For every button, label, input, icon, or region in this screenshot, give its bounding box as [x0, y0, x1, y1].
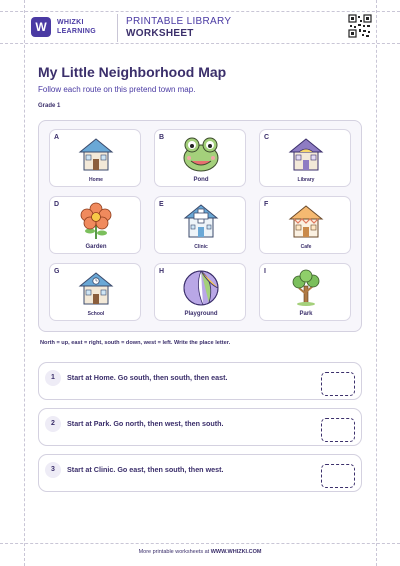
map-tile-a	[49, 129, 141, 187]
question-text: Start at Park. Go north, then west, then south.	[67, 419, 224, 428]
tile-label: Clinic	[194, 244, 208, 250]
tile-letter: I	[264, 268, 266, 275]
logo-icon: W	[31, 17, 51, 37]
tile-letter: B	[159, 134, 165, 141]
map-tile-d	[49, 196, 141, 254]
tile-label: Playground	[184, 311, 218, 317]
tree-icon	[286, 268, 326, 308]
tile-label: Home	[89, 177, 103, 183]
header-divider	[117, 14, 118, 42]
answer-box-2[interactable]	[321, 418, 355, 442]
tile-letter: H	[159, 268, 165, 275]
guide-line-header	[0, 43, 400, 44]
map-tile-g	[49, 263, 141, 321]
worksheet-title: My Little Neighborhood Map	[38, 64, 227, 80]
tile-letter: C	[264, 134, 270, 141]
footer	[0, 549, 400, 555]
question-number: 3	[45, 462, 61, 478]
tile-label: Library	[297, 177, 315, 183]
question-card-1	[38, 362, 362, 400]
map-tile-f	[259, 196, 351, 254]
tile-letter: A	[54, 134, 60, 141]
grade-label: Grade 1	[38, 103, 61, 109]
brand-line2: LEARNING	[57, 28, 96, 35]
answer-box-3[interactable]	[321, 464, 355, 488]
tile-label: School	[87, 311, 105, 317]
school-icon	[76, 268, 116, 308]
map-tile-i	[259, 263, 351, 321]
library-icon	[286, 134, 326, 174]
guide-line-right	[376, 0, 377, 566]
guide-line-left	[24, 0, 25, 566]
brand-line1: WHIZKI	[57, 19, 84, 26]
tile-letter: D	[54, 201, 60, 208]
header	[24, 11, 376, 43]
tile-letter: G	[54, 268, 60, 275]
qr-code-icon	[348, 14, 372, 38]
direction-key: North = up, east = right, south = down, west = left. Write the place letter.	[40, 340, 231, 346]
tile-letter: F	[264, 201, 269, 208]
tile-label: Cafe	[300, 244, 312, 250]
ball-icon	[181, 268, 221, 308]
tile-label: Garden	[85, 244, 107, 250]
tile-label: Pond	[193, 177, 209, 183]
house-icon	[76, 134, 116, 174]
neighborhood-map	[38, 120, 362, 332]
map-tile-h	[154, 263, 246, 321]
question-number: 2	[45, 416, 61, 432]
header-title: PRINTABLE LIBRARY	[126, 16, 232, 27]
brand-name	[57, 18, 96, 36]
question-card-3	[38, 454, 362, 492]
tile-letter: E	[159, 201, 164, 208]
answer-box-1[interactable]	[321, 372, 355, 396]
worksheet-subtitle: Follow each route on this pretend town map.	[38, 85, 196, 94]
clinic-icon	[181, 201, 221, 241]
flower-icon	[76, 201, 116, 241]
cafe-icon	[286, 201, 326, 241]
question-card-2	[38, 408, 362, 446]
map-tile-c	[259, 129, 351, 187]
guide-line-footer	[0, 543, 400, 544]
header-subtitle: WORKSHEET	[126, 28, 194, 39]
map-tile-b	[154, 129, 246, 187]
question-text: Start at Clinic. Go east, then south, then west.	[67, 465, 224, 474]
footer-prefix: More printable worksheets at	[138, 549, 211, 555]
map-tile-e	[154, 196, 246, 254]
frog-icon	[181, 134, 221, 174]
question-text: Start at Home. Go south, then south, then east.	[67, 373, 228, 382]
footer-site-link[interactable]: WWW.WHIZKI.COM	[210, 549, 262, 555]
tile-label: Park	[299, 311, 313, 317]
question-number: 1	[45, 370, 61, 386]
